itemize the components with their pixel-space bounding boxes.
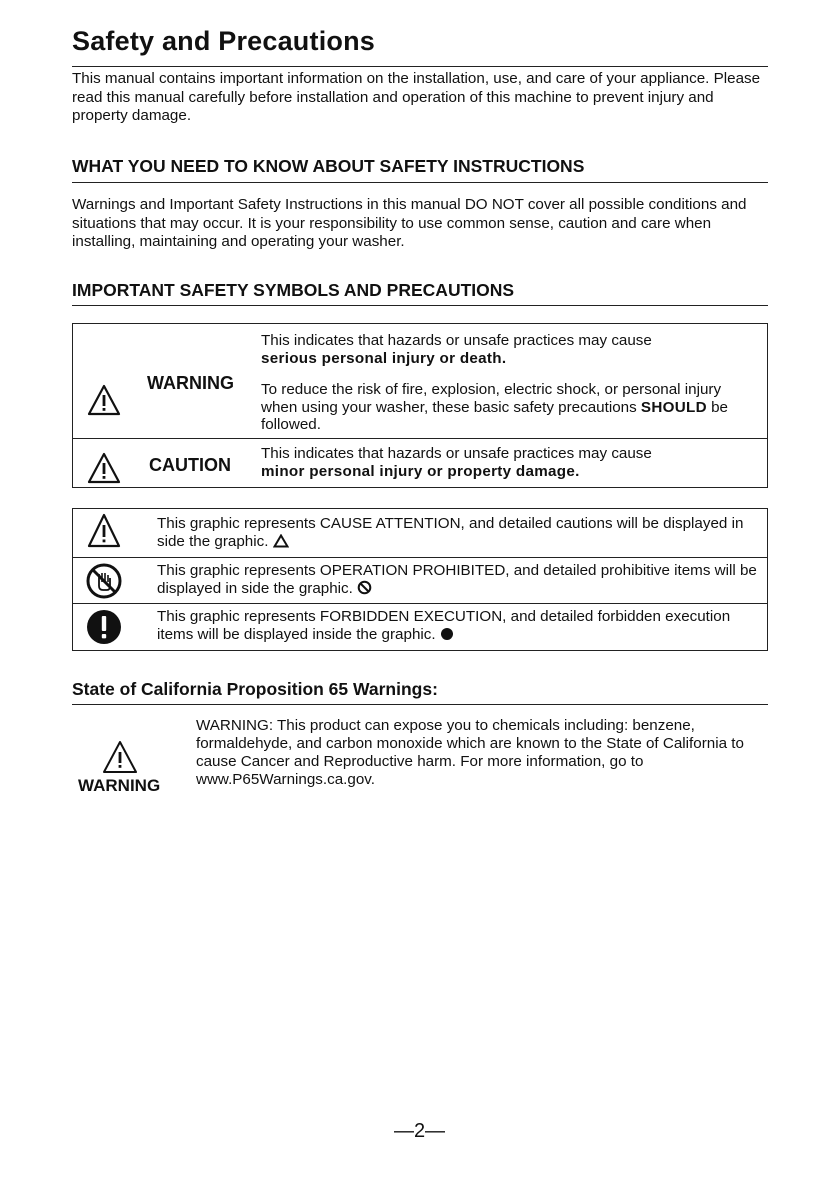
section-rule	[72, 704, 768, 705]
graphic-description-forbidden	[157, 608, 767, 643]
caution-description	[261, 445, 751, 480]
section-rule	[72, 305, 768, 306]
warning-description	[261, 332, 751, 367]
safety-symbols-table	[72, 323, 768, 488]
prop65-warning-text: WARNING: This product can expose you to chemicals including: benzene, formaldehyde, and carbon monoxide which are known to the State of California to cause Cancer and Reproductive harm. For more information, go to www.P65Warnings.ca.gov.	[196, 717, 744, 788]
section-heading-safety-instructions: WHAT YOU NEED TO KNOW ABOUT SAFETY INSTRUCTIONS	[72, 156, 585, 176]
title-rule	[72, 66, 768, 67]
small-prohibited-icon	[357, 580, 372, 595]
small-triangle-icon	[273, 534, 289, 548]
graphic-text: This graphic represents OPERATION PROHIBITED, and detailed prohibitive items will be displayed in side the graphic.	[157, 562, 757, 597]
graphic-text: This graphic represents CAUSE ATTENTION, and detailed cautions will be displayed in side the graphic.	[157, 515, 744, 550]
caution-triangle-icon	[87, 452, 121, 484]
page-number: —2—	[393, 1120, 446, 1142]
warning-label: WARNING	[147, 373, 234, 393]
forbidden-execution-icon	[85, 608, 123, 646]
table-divider	[73, 557, 767, 558]
small-filled-circle-icon	[440, 627, 454, 641]
warning-text-1: This indicates that hazards or unsafe practices may cause	[261, 332, 652, 349]
warning-text-2-end: be followed.	[261, 398, 728, 433]
caution-label: CAUTION	[149, 455, 231, 475]
prop65-heading: State of California Proposition 65 Warnings:	[72, 679, 438, 699]
graphic-text: This graphic represents FORBIDDEN EXECUTION, and detailed forbidden execution items will be displayed inside the graphic.	[157, 608, 731, 643]
section-heading-symbols: IMPORTANT SAFETY SYMBOLS AND PRECAUTIONS	[72, 280, 515, 300]
prohibited-icon	[85, 562, 123, 600]
section-rule	[72, 182, 768, 183]
intro-paragraph: This manual contains important information on the installation, use, and care of your appliance. Please read this manual carefully before installation and operation of this machine to prevent injury and property damage.	[72, 70, 761, 124]
graphic-description-attention	[157, 515, 767, 550]
warning-triangle-icon	[87, 513, 121, 549]
graphics-table	[72, 508, 768, 651]
page-title: Safety and Precautions	[72, 26, 375, 56]
warning-triangle-icon	[87, 384, 121, 416]
safety-instructions-paragraph: Warnings and Important Safety Instructions in this manual DO NOT cover all possible conditions and situations that may occur. It is your responsibility to use common sense, caution and care when installing, maintaining and operating your washer.	[72, 196, 747, 250]
table-divider	[73, 438, 767, 439]
caution-emphasis: minor personal injury or property damage.	[261, 462, 580, 480]
warning-text-2: To reduce the risk of fire, explosion, electric shock, or personal injury when using your washer, these basic safety precautions	[261, 381, 722, 416]
table-divider	[73, 603, 767, 604]
warning-should: SHOULD	[640, 398, 707, 416]
caution-text: This indicates that hazards or unsafe practices may cause	[261, 445, 652, 462]
graphic-description-prohibited	[157, 562, 767, 597]
prop65-warning-label: WARNING	[78, 776, 161, 795]
warning-precautions	[261, 381, 751, 434]
warning-triangle-icon	[102, 740, 138, 774]
warning-emphasis: serious personal injury or death.	[261, 349, 507, 367]
